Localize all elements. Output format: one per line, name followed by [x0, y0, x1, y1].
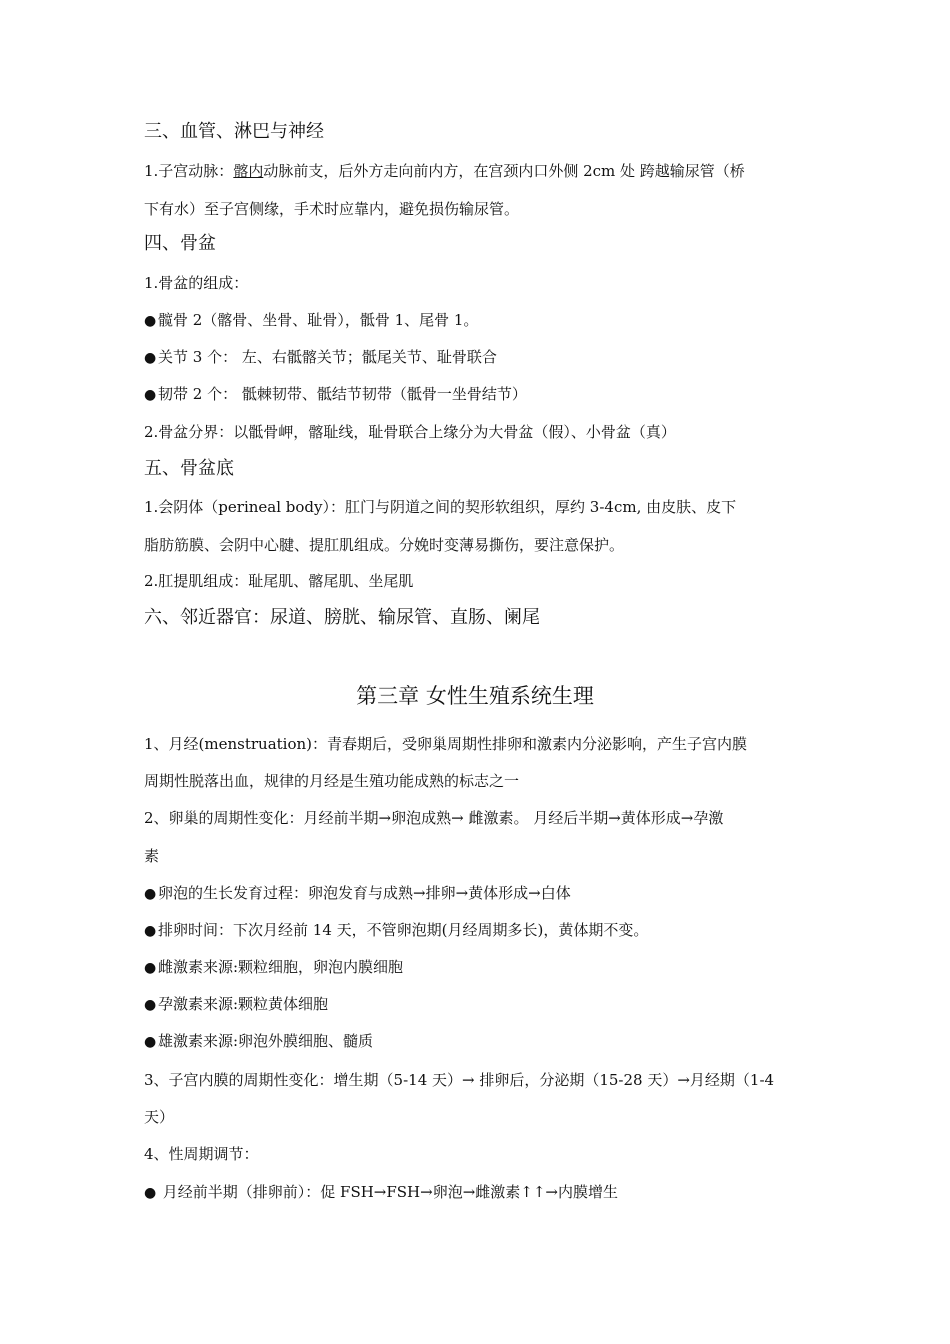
chapter-title: 第三章 女性生殖系统生理	[356, 684, 594, 708]
bullet-item: ● 雄激素来源:卵泡外膜细胞、髓质	[144, 1030, 824, 1053]
bullet-item: ● 髋骨 2（髂骨、坐骨、耻骨），骶骨 1、尾骨 1。	[144, 309, 824, 332]
paragraph-continuation: 下有水）至子宫侧缘，手术时应靠内，避免损伤输尿管。	[144, 200, 520, 218]
bullet-icon: ●	[144, 923, 157, 939]
bullet-icon: ●	[144, 886, 157, 902]
bullet-item: ● 关节 3 个： 左、右骶髂关节；骶尾关节、耻骨联合	[144, 346, 824, 369]
bullet-icon: ●	[144, 960, 157, 976]
section-heading: 三、血管、淋巴与神经	[144, 121, 324, 142]
bullet-item: ● 排卵时间：下次月经前 14 天，不管卵泡期(月经周期多长)，黄体期不变。	[144, 919, 824, 942]
paragraph: 1.骨盆的组成：	[144, 274, 249, 292]
paragraph: 2.肛提肌组成：耻尾肌、髂尾肌、坐尾肌	[144, 572, 414, 590]
paragraph: 1.子宫动脉：髂内动脉前支，后外方走向前内方，在宫颈内口外侧 2cm 处 跨越输尿管（桥	[144, 162, 745, 180]
section-heading: 五、骨盆底	[144, 458, 234, 479]
paragraph: 2、卵巢的周期性变化：月经前半期→卵泡成熟→ 雌激素。 月经后半期→黄体形成→孕激	[144, 809, 724, 827]
section-heading: 六、邻近器官：尿道、膀胱、输尿管、直肠、阑尾	[144, 607, 540, 628]
bullet-item: ● 月经前半期（排卵前）：促 FSH→FSH→卵泡→雌激素↑↑→内膜增生	[144, 1181, 824, 1204]
bullet-icon: ●	[144, 1185, 157, 1201]
bullet-item: ● 卵泡的生长发育过程：卵泡发育与成熟→排卵→黄体形成→白体	[144, 882, 824, 905]
bullet-icon: ●	[144, 1034, 157, 1050]
paragraph: 2.骨盆分界：以骶骨岬，髂耻线，耻骨联合上缘分为大骨盆（假）、小骨盆（真）	[144, 423, 676, 441]
paragraph: 4、性周期调节：	[144, 1145, 259, 1163]
paragraph-continuation: 周期性脱落出血，规律的月经是生殖功能成熟的标志之一	[144, 772, 520, 790]
paragraph-continuation: 脂肪筋膜、会阴中心腱、提肛肌组成。分娩时变薄易撕伤，要注意保护。	[144, 536, 625, 554]
section-heading: 四、骨盆	[144, 233, 216, 254]
bullet-item: ● 雌激素来源:颗粒细胞，卵泡内膜细胞	[144, 956, 824, 979]
paragraph: 3、子宫内膜的周期性变化：增生期（5-14 天）→ 排卵后，分泌期（15-28 天）→月经期（1-4	[144, 1071, 775, 1089]
bullet-item: ● 韧带 2 个： 骶棘韧带、骶结节韧带（骶骨一坐骨结节）	[144, 383, 824, 406]
bullet-icon: ●	[144, 313, 157, 329]
bullet-item: ● 孕激素来源:颗粒黄体细胞	[144, 993, 824, 1016]
paragraph: 1、月经(menstruation)：青春期后，受卵巢周期性排卵和激素内分泌影响，产生子宫内膜	[144, 735, 748, 753]
paragraph-continuation: 天）	[144, 1108, 175, 1126]
paragraph: 1.会阴体（perineal body）：肛门与阴道之间的契形软组织，厚约 3-4cm, 由皮肤、皮下	[144, 498, 737, 516]
bullet-icon: ●	[144, 387, 157, 403]
bullet-icon: ●	[144, 997, 157, 1013]
bullet-icon: ●	[144, 350, 157, 366]
paragraph-continuation: 素	[144, 847, 160, 865]
